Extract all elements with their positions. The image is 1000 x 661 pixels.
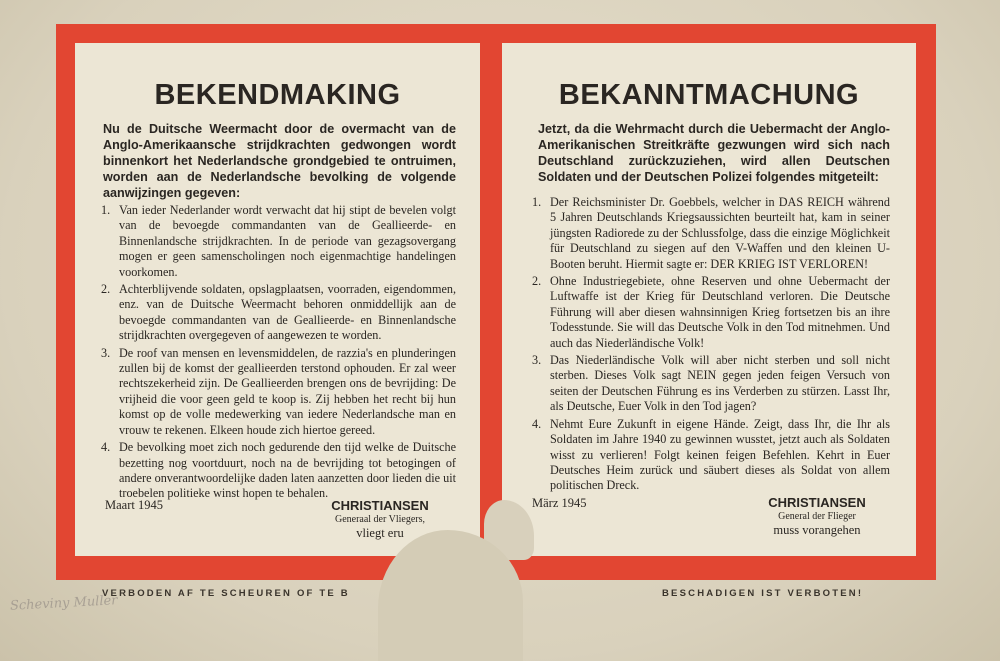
german-intro: Jetzt, da die Wehrmacht durch die Uebermacht der Anglo-Amerikanischen Streitkräfte gezwungen wird sich nach Deutschland zurückzuziehen, wird allen Deutschen Soldaten und der Deutschen Polizei folgendes mitgeteilt: bbox=[538, 122, 890, 184]
list-item: 3. De roof van mensen en levensmiddelen, de razzia's en plunderingen zullen bij de komst der geallieerden terstond ophouden. Er zal weer rechtszekerheid zijn. De Geallieerden brengen ons de bevrijding: De vrijheid die voor geen geld te koop is. Zij hebben het recht bij hun komst op de volle medewerking van iedere Nederlandsche man en vrouw te rekenen. Elkeen houde zich hiertoe gereed. bbox=[101, 345, 456, 437]
dutch-announcement-panel bbox=[75, 43, 480, 556]
list-item: 2. Achterblijvende soldaten, opslagplaatsen, voorraden, eigendommen, enz. van de Duitsche Weermacht behoren onmiddellijk aan de bevoegde commandanten van de Geallieerde- en Binnenlandsche strijdkrachten overgegeven of aangewezen te worden. bbox=[101, 282, 456, 343]
german-signature bbox=[742, 495, 892, 538]
signature-rank: Generaal der Vliegers, bbox=[334, 514, 426, 525]
list-item: 4. Nehmt Eure Zukunft in eigene Hände. Zeigt, dass Ihr, die Ihr als Soldaten im Jahre 1940 zu gewinnen wusstet, jetzt auch als Soldaten wisst zu verlieren! Folgt keinen feigen Befehlen. Kehrt in Euer Deutsches Heim zurück und säubert dieses als Soldat von allem politischen Dreck. bbox=[532, 416, 890, 493]
list-item: 2. Ohne Industriegebiete, ohne Reserven und ohne Uebermacht der Luftwaffe ist der Krieg für Deutschland verloren. Die Deutsche Führung will aber diesen wahnsinnigen Krieg fortsetzen bis an ihre Todesstunde. Sie will das Deutsche Volk in den Tod mitnehmen. Und auch das Niederländische Volk! bbox=[532, 274, 890, 350]
german-announcement-panel bbox=[502, 43, 916, 556]
signature-rank: General der Flieger bbox=[778, 511, 856, 522]
dutch-date: Maart 1945 bbox=[105, 498, 163, 512]
dutch-footer-warning: VERBODEN AF TE SCHEUREN OF TE B bbox=[102, 588, 350, 599]
dutch-intro: Nu de Duitsche Weermacht door de overmacht van de Anglo-Amerikaansche strijdkrachten gedwongen wordt binnenkort het Nederlandsche grondgebied te ontruimen, worden aan de Nederlandsche bevolking de volgende aanwijzingen gegeven: bbox=[103, 122, 456, 200]
list-item: 1. Van ieder Nederlander wordt verwacht dat hij stipt de bevelen volgt van de bevoegde commandanten van de Geallieerde- en Binnenlandsche strijdkrachten. In de periode van gezagsovergang mogen er geen samenscholingen noch eigenmachtige handelingen voorkomen. bbox=[101, 203, 456, 279]
dutch-title: BEKENDMAKING bbox=[154, 79, 401, 111]
german-date: März 1945 bbox=[532, 496, 587, 510]
handwritten-pencil-note: Scheviny Muller bbox=[9, 593, 118, 614]
signature-name: CHRISTIANSEN bbox=[768, 495, 866, 510]
german-footer-warning: BESCHADIGEN IST VERBOTEN! bbox=[662, 588, 864, 599]
signature-annotation: vliegt eru bbox=[356, 526, 404, 540]
signature-name: CHRISTIANSEN bbox=[331, 498, 429, 513]
list-item: 3. Das Niederländische Volk will aber nicht sterben und soll nicht sterben. Dieses Volk sagt NEIN gegen jeden feigen Versuch von seiten der Deutschen Führung es ins Verderben zu stürzen. Lasst Ihr, als Deutsche, Euer Volk in den Tod jagen? bbox=[532, 353, 890, 414]
german-instructions-list bbox=[532, 195, 890, 496]
list-item: 4. De bevolking moet zich noch gedurende den tijd welke de Duitsche bezetting nog voortduurt, noch na de bevrijding tot betogingen of andere onverantwoordelijke daden laten aanzetten door lieden die uit troebelen politieke winst hopen te behalen. bbox=[101, 440, 456, 501]
german-title: BEKANNTMACHUNG bbox=[558, 79, 860, 111]
list-item: 1. Der Reichsminister Dr. Goebbels, welcher in DAS REICH während 5 Jahren Deutschlands Kriegsaussichten beurteilt hat, kam in seiner jüngsten Radiorede zu der Schlussfolge, dass die einzige Möglichkeit für Deutschland zu siegen auf den V-Waffen und den kleinen U-Booten beruht. Hiermit sagte er: DER KRIEG IST VERLOREN! bbox=[532, 195, 890, 271]
dutch-instructions-list bbox=[101, 203, 456, 504]
signature-annotation: muss vorangehen bbox=[773, 523, 861, 537]
